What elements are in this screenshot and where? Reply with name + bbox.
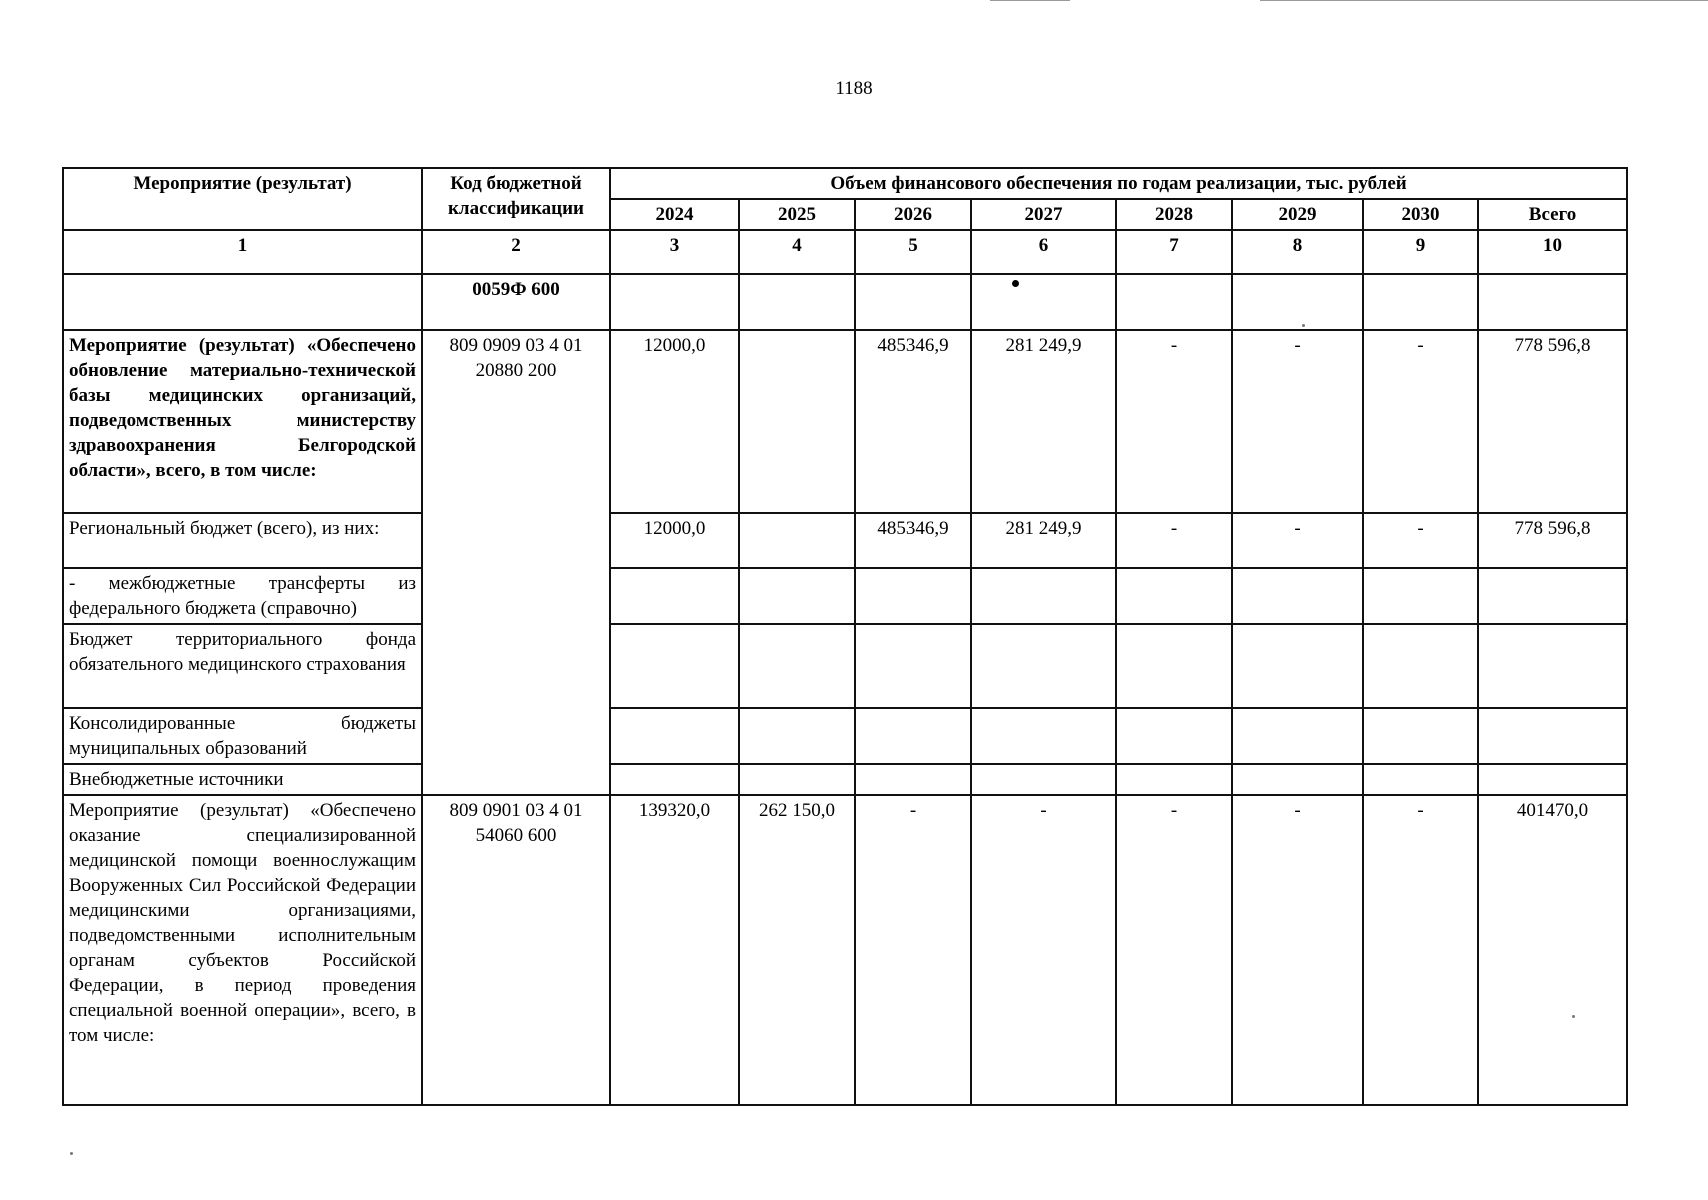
header-year: 2028 (1116, 199, 1232, 230)
value-cell (855, 274, 971, 330)
header-year: 2026 (855, 199, 971, 230)
value-cell (855, 764, 971, 795)
value-cell (610, 274, 739, 330)
budget-code-cell: 809 0909 03 4 01 20880 200 (422, 330, 610, 795)
scan-edge-line (990, 0, 1070, 1)
scan-speck (70, 1152, 73, 1155)
table-row (63, 624, 1627, 708)
header-year: 2027 (971, 199, 1116, 230)
column-number: 5 (855, 230, 971, 274)
column-number: 4 (739, 230, 855, 274)
value-cell (1232, 624, 1363, 708)
value-cell: 12000,0 (610, 513, 739, 568)
column-number-row (63, 230, 1627, 274)
value-cell (1478, 624, 1627, 708)
value-cell (610, 708, 739, 764)
column-number: 9 (1363, 230, 1478, 274)
value-cell (739, 624, 855, 708)
header-budget-code: Код бюджетной классификации (422, 168, 610, 230)
column-number: 3 (610, 230, 739, 274)
header-year: 2024 (610, 199, 739, 230)
column-number: 1 (63, 230, 422, 274)
activity-cell (63, 274, 422, 330)
value-cell: - (971, 795, 1116, 1105)
value-cell (1478, 764, 1627, 795)
value-cell (971, 568, 1116, 624)
value-cell (1363, 624, 1478, 708)
value-cell: - (1232, 513, 1363, 568)
scan-speck (1572, 1015, 1575, 1018)
value-cell (855, 624, 971, 708)
table-row (63, 513, 1627, 568)
value-cell (1478, 274, 1627, 330)
value-cell: - (1363, 513, 1478, 568)
table-row (63, 274, 1627, 330)
value-cell (1116, 568, 1232, 624)
value-cell: 778 596,8 (1478, 513, 1627, 568)
header-financing: Объем финансового обеспечения по годам реализации, тыс. рублей (610, 168, 1627, 199)
value-cell (1232, 764, 1363, 795)
header-year: 2025 (739, 199, 855, 230)
table-row (63, 568, 1627, 624)
value-cell: 139320,0 (610, 795, 739, 1105)
value-cell (971, 708, 1116, 764)
value-cell: 12000,0 (610, 330, 739, 513)
header-year: 2029 (1232, 199, 1363, 230)
value-cell (1116, 708, 1232, 764)
activity-cell: Бюджет территориального фонда обязательного медицинского страхования (63, 624, 422, 708)
value-cell (1363, 274, 1478, 330)
value-cell (739, 513, 855, 568)
column-number: 10 (1478, 230, 1627, 274)
column-number: 8 (1232, 230, 1363, 274)
value-cell: - (1116, 513, 1232, 568)
value-cell: 485346,9 (855, 513, 971, 568)
value-cell: - (1232, 795, 1363, 1105)
column-number: 2 (422, 230, 610, 274)
value-cell (1116, 764, 1232, 795)
value-cell (971, 274, 1116, 330)
value-cell (1232, 274, 1363, 330)
table-row (63, 708, 1627, 764)
value-cell: - (1232, 330, 1363, 513)
budget-code-cell: 0059Ф 600 (422, 274, 610, 330)
value-cell (855, 708, 971, 764)
value-cell (1363, 764, 1478, 795)
header-year: 2030 (1363, 199, 1478, 230)
value-cell (610, 624, 739, 708)
value-cell (1478, 568, 1627, 624)
table-row (63, 795, 1627, 1105)
value-cell (739, 568, 855, 624)
value-cell: 281 249,9 (971, 330, 1116, 513)
value-cell (1478, 708, 1627, 764)
bullet-mark (1012, 280, 1019, 287)
table-row (63, 330, 1627, 513)
value-cell: 778 596,8 (1478, 330, 1627, 513)
scan-speck (1302, 324, 1305, 327)
value-cell (1363, 708, 1478, 764)
activity-cell: Консолидированные бюджеты муниципальных образований (63, 708, 422, 764)
value-cell: - (1363, 330, 1478, 513)
header-row (63, 168, 1627, 199)
value-cell: - (1116, 795, 1232, 1105)
value-cell (855, 568, 971, 624)
value-cell (1116, 624, 1232, 708)
header-total: Всего (1478, 199, 1627, 230)
value-cell: - (1116, 330, 1232, 513)
value-cell (610, 764, 739, 795)
value-cell (1232, 568, 1363, 624)
value-cell (739, 764, 855, 795)
scan-edge-line (1260, 0, 1708, 1)
activity-cell: Мероприятие (результат) «Обеспечено обновление материально-технической базы медицинских организаций, подведомственных министерству здравоохранения Белгородской области», всего, в том числе: (63, 330, 422, 513)
value-cell: 401470,0 (1478, 795, 1627, 1105)
value-cell (739, 708, 855, 764)
value-cell (1116, 274, 1232, 330)
value-cell: - (1363, 795, 1478, 1105)
financing-table (62, 167, 1628, 1106)
budget-code-cell: 809 0901 03 4 01 54060 600 (422, 795, 610, 1105)
column-number: 7 (1116, 230, 1232, 274)
value-cell (610, 568, 739, 624)
activity-cell: Мероприятие (результат) «Обеспечено оказание специализированной медицинской помощи военнослужащим Вооруженных Сил Российской Федерации медицинскими организациями, подведомственными исполнительным органам субъектов Российской Федерации, в период проведения специальной военной операции», всего, в том числе: (63, 795, 422, 1105)
activity-cell: Региональный бюджет (всего), из них: (63, 513, 422, 568)
value-cell: 262 150,0 (739, 795, 855, 1105)
header-activity: Мероприятие (результат) (63, 168, 422, 230)
value-cell: - (855, 795, 971, 1105)
value-cell (739, 274, 855, 330)
value-cell (971, 764, 1116, 795)
activity-cell: - межбюджетные трансферты из федерального бюджета (справочно) (63, 568, 422, 624)
activity-cell: Внебюджетные источники (63, 764, 422, 795)
table-row (63, 764, 1627, 795)
value-cell (739, 330, 855, 513)
page-number: 1188 (835, 78, 873, 99)
value-cell (1232, 708, 1363, 764)
value-cell: 485346,9 (855, 330, 971, 513)
column-number: 6 (971, 230, 1116, 274)
value-cell (1363, 568, 1478, 624)
value-cell: 281 249,9 (971, 513, 1116, 568)
value-cell (971, 624, 1116, 708)
